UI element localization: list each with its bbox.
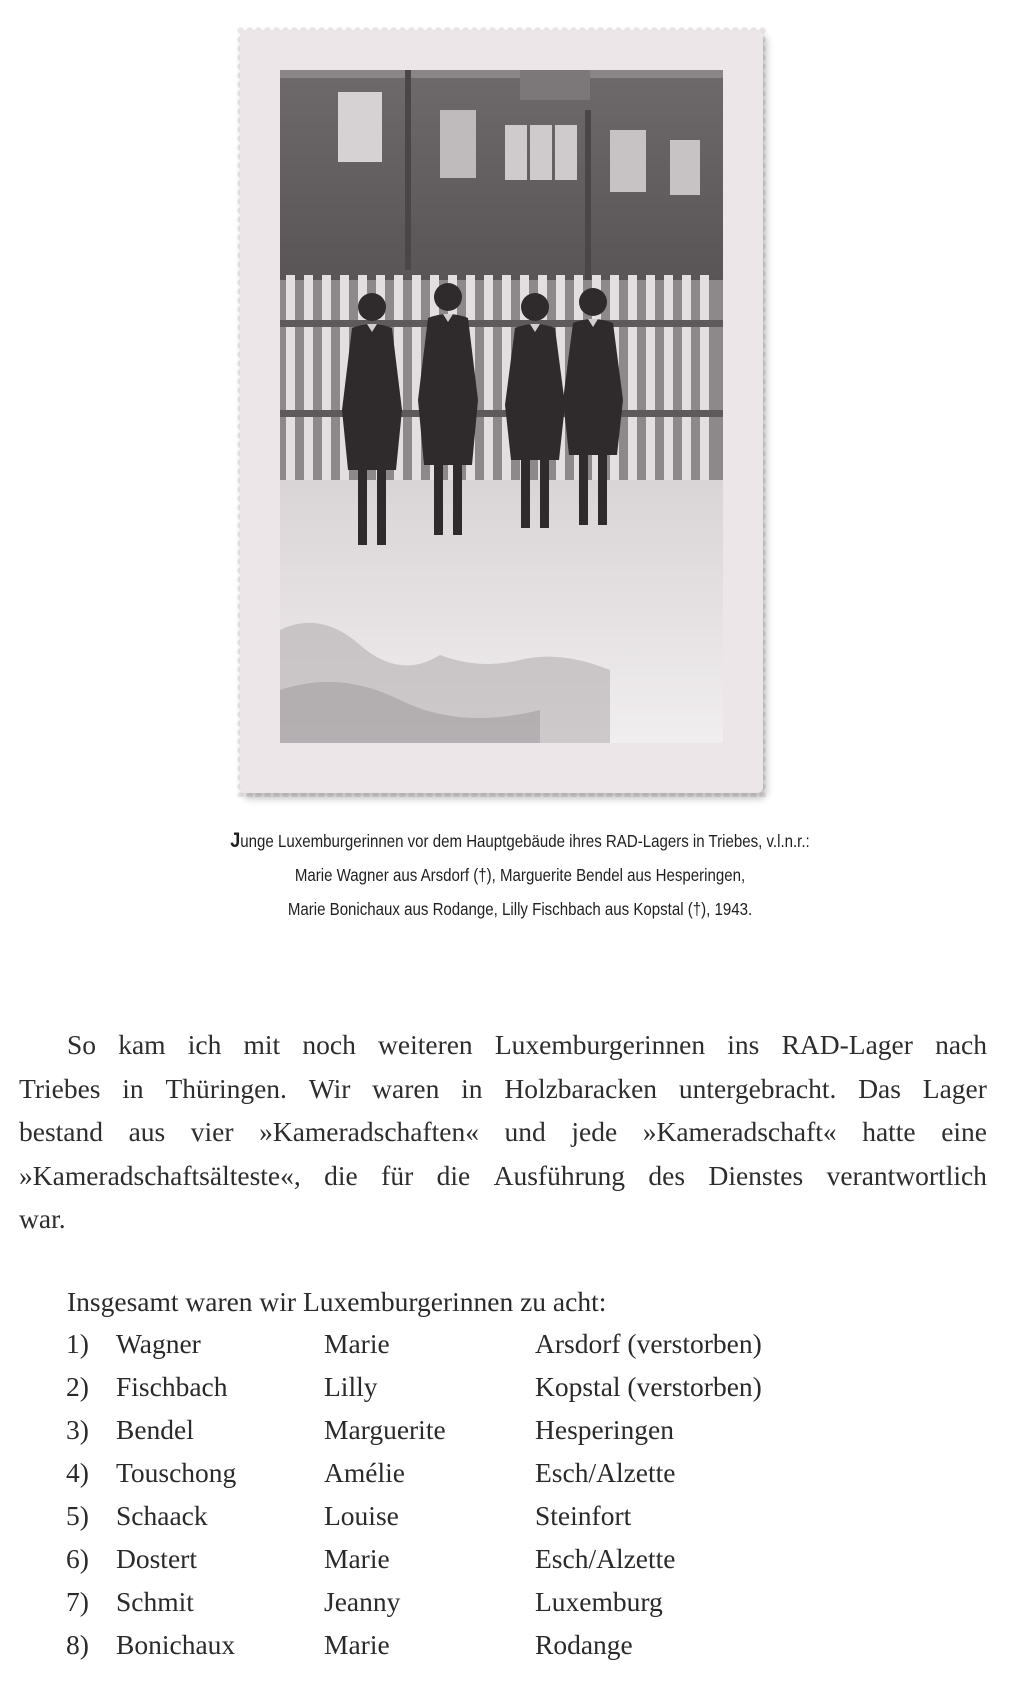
list-item-place: Kopstal (verstorben)	[535, 1371, 762, 1402]
list-item-last: Touschong	[116, 1457, 237, 1488]
paragraph-word: Wir	[308, 1072, 351, 1104]
paragraph-word: Luxemburgerinnen	[494, 1029, 706, 1060]
paragraph-word: Holzbaracken	[504, 1072, 658, 1104]
list-item-first: Marie	[324, 1629, 390, 1660]
list-item-place: Esch/Alzette	[535, 1457, 676, 1488]
list-item-place: Hesperingen	[535, 1414, 674, 1445]
paragraph-word: ich	[187, 1029, 222, 1060]
paragraph-line	[19, 1023, 987, 1067]
paragraph-word: eine	[941, 1116, 987, 1147]
list-item-num: 4)	[66, 1457, 89, 1488]
list-item	[0, 1322, 1024, 1365]
paragraph-word: aus	[128, 1116, 166, 1147]
paragraph-line	[19, 1110, 987, 1154]
list-item-place: Steinfort	[535, 1500, 632, 1531]
list-item-place: Rodange	[535, 1629, 633, 1660]
paragraph-word: hatte	[862, 1116, 916, 1147]
paragraph-word: ins	[727, 1029, 760, 1060]
list-item-last: Schmit	[116, 1586, 194, 1617]
list-item-last: Schaack	[116, 1500, 208, 1531]
paragraph-word: verantwortlich	[826, 1159, 987, 1191]
paragraph-word: war.	[19, 1203, 66, 1234]
paragraph-word: Ausführung	[493, 1159, 626, 1191]
list-item	[0, 1451, 1024, 1494]
list-item	[0, 1623, 1024, 1666]
paragraph-word: für	[381, 1159, 414, 1191]
list-item-num: 1)	[66, 1328, 89, 1359]
list-item-num: 3)	[66, 1414, 89, 1445]
list-item-first: Jeanny	[324, 1586, 401, 1617]
caption-line-1-text: unge Luxemburgerinnen vor dem Hauptgebäude ihres RAD-Lagers in Triebes, v.l.n.r.:	[240, 831, 810, 851]
paragraph-line	[19, 1154, 987, 1198]
paragraph-word: vier	[190, 1116, 234, 1147]
list-item-num: 7)	[66, 1586, 89, 1617]
list-item-num: 2)	[66, 1371, 89, 1402]
paragraph-word: und	[504, 1116, 546, 1147]
caption-initial: J	[230, 829, 241, 852]
body-paragraph	[19, 1023, 987, 1241]
paragraph-line	[19, 1197, 987, 1241]
list-item	[0, 1365, 1024, 1408]
list-item-last: Fischbach	[116, 1371, 228, 1402]
list-item-last: Dostert	[116, 1543, 197, 1574]
list-intro: Insgesamt waren wir Luxemburgerinnen zu acht:	[67, 1286, 607, 1317]
paragraph-word: jede	[571, 1116, 618, 1147]
paragraph-word: RAD-Lager	[781, 1029, 913, 1060]
caption-line-3: Marie Bonichaux aus Rodange, Lilly Fischbach aus Kopstal (†), 1943.	[287, 899, 753, 919]
list-item-place: Esch/Alzette	[535, 1543, 676, 1574]
list-item-num: 8)	[66, 1629, 89, 1660]
paragraph-word: noch	[302, 1029, 356, 1060]
paragraph-word: in	[122, 1072, 144, 1104]
paragraph-word: Das	[858, 1072, 901, 1104]
list-item-last: Wagner	[116, 1328, 201, 1359]
list-item	[0, 1580, 1024, 1623]
list-item-first: Lilly	[324, 1371, 378, 1402]
caption-line-1	[176, 824, 864, 858]
paragraph-word: Dienstes	[708, 1159, 804, 1191]
list-item	[0, 1537, 1024, 1580]
list-item-first: Marie	[324, 1328, 390, 1359]
photograph	[240, 30, 763, 793]
list-item-num: 5)	[66, 1500, 89, 1531]
caption-line-2: Marie Wagner aus Arsdorf (†), Marguerite Bendel aus Hesperingen,	[294, 865, 746, 885]
member-list	[0, 1322, 1024, 1666]
paragraph-word: weiteren	[378, 1029, 473, 1060]
paragraph-word: kam	[118, 1029, 166, 1060]
paragraph-word: »Kameradschaft«	[642, 1116, 837, 1147]
paragraph-word: des	[648, 1159, 686, 1191]
list-item-num: 6)	[66, 1543, 89, 1574]
paragraph-word: Triebes	[19, 1072, 101, 1104]
list-item-first: Louise	[324, 1500, 399, 1531]
paragraph-word: Lager	[922, 1072, 987, 1104]
paragraph-word: die	[436, 1159, 471, 1191]
list-item-first: Amélie	[324, 1457, 405, 1488]
paragraph-word: »Kameradschaften«	[259, 1116, 479, 1147]
paragraph-word: mit	[243, 1029, 281, 1060]
paragraph-word: waren	[372, 1072, 440, 1104]
photo-image	[280, 70, 723, 743]
paragraph-word: bestand	[19, 1116, 104, 1147]
list-item-first: Marguerite	[324, 1414, 446, 1445]
list-item-place: Arsdorf (verstorben)	[535, 1328, 762, 1359]
paragraph-word: die	[324, 1159, 358, 1191]
paragraph-word: untergebracht.	[678, 1072, 837, 1104]
paragraph-word: Thüringen.	[165, 1072, 287, 1104]
list-item-last: Bendel	[116, 1414, 194, 1445]
list-item	[0, 1408, 1024, 1451]
paragraph-word: in	[461, 1072, 483, 1104]
list-item-first: Marie	[324, 1543, 390, 1574]
paragraph-word: So	[67, 1029, 97, 1060]
paragraph-word: nach	[935, 1029, 987, 1060]
photo-caption	[176, 824, 864, 926]
list-item-last: Bonichaux	[116, 1629, 236, 1660]
paragraph-line	[19, 1067, 987, 1111]
paragraph-word: »Kameradschaftsälteste«,	[19, 1159, 301, 1191]
list-item-place: Luxemburg	[535, 1586, 663, 1617]
list-item	[0, 1494, 1024, 1537]
